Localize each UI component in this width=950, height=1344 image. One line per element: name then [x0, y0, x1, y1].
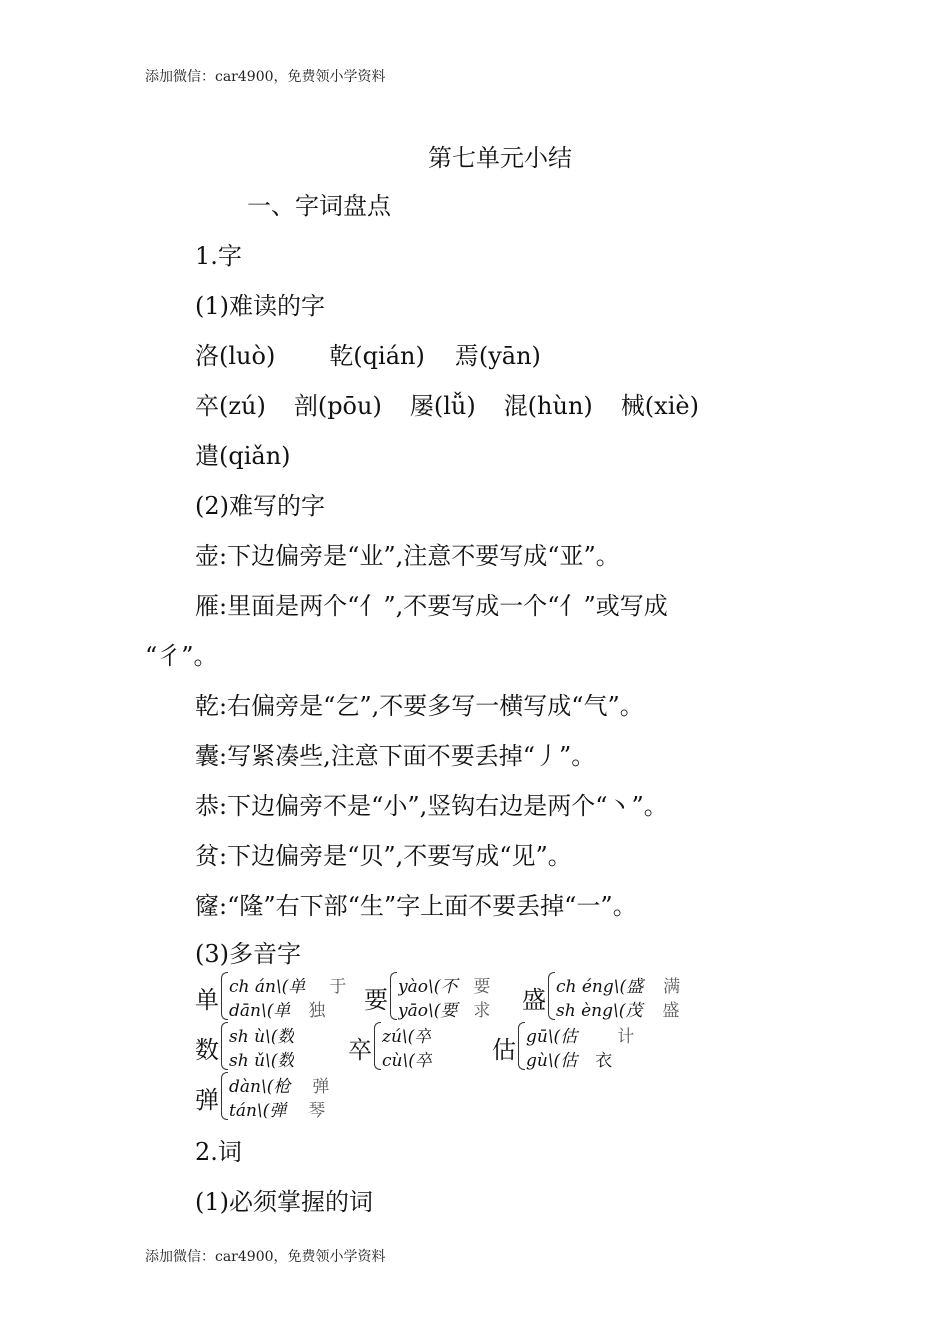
nanxie-nang: 囊:写紧凑些,注意下面不要丢掉“丿”。: [195, 742, 596, 770]
word-item: 洛(luò): [195, 342, 276, 370]
nanxie-pin: 贫:下边偏旁是“贝”,不要写成“见”。: [195, 842, 572, 870]
polyphone-dan: [195, 970, 347, 1022]
word-item: 乾(qián): [329, 342, 425, 370]
polyphone-zu: [348, 1020, 484, 1072]
brace-icon: [390, 972, 397, 1020]
reading-1: gū\(估 计: [526, 1027, 635, 1047]
nanxie-gong: 恭:下边偏旁不是“小”,竖钩右边是两个“丶”。: [195, 792, 668, 820]
page-title: 第七单元小结: [428, 144, 572, 172]
polyphone-char: 弹: [195, 1086, 219, 1114]
brace-icon: [221, 1022, 228, 1070]
bixu-title: (1)必须掌握的词: [195, 1188, 373, 1216]
brace-icon: [374, 1022, 381, 1070]
brace-icon: [548, 972, 555, 1020]
reading-2: dān\(单 独: [229, 1001, 326, 1021]
polyphone-char: 盛: [522, 986, 546, 1014]
subsection-ci: 2.词: [195, 1138, 242, 1166]
nanxie-yan-cont: “彳”。: [145, 642, 218, 670]
section-heading: 一、字词盘点: [247, 192, 391, 220]
polyphone-gu: [492, 1020, 635, 1072]
polyphone-char: 单: [195, 986, 219, 1014]
reading-1: zú\(卒: [382, 1027, 432, 1047]
nandu-title: (1)难读的字: [195, 292, 325, 320]
polyphone-char: 数: [195, 1036, 219, 1064]
reading-1: yào\(不 要: [398, 977, 491, 997]
duoyin-title: (3)多音字: [195, 940, 301, 968]
polyphone-char: 要: [364, 986, 388, 1014]
reading-2: cù\(卒: [382, 1051, 432, 1071]
reading-1: dàn\(枪 弹: [229, 1077, 330, 1097]
brace-icon: [518, 1022, 525, 1070]
word-item: 械(xiè): [620, 392, 699, 420]
reading-2: gù\(估 衣: [526, 1051, 613, 1071]
polyphone-yao: [364, 970, 500, 1022]
nanxie-qian: 乾:右偏旁是“乞”,不要多写一横写成“气”。: [195, 692, 644, 720]
nandu-row-1: [195, 336, 541, 371]
nanxie-long: 窿:“隆”右下部“生”字上面不要丢掉“一”。: [195, 892, 637, 920]
reading-1: ch án\(单 于: [229, 977, 347, 997]
reading-2: yāo\(要 求: [398, 1001, 491, 1021]
nanxie-hu: 壶:下边偏旁是“业”,注意不要写成“亚”。: [195, 542, 620, 570]
reading-1: ch éng\(盛 满: [556, 977, 681, 997]
word-item: 卒(zú): [195, 392, 266, 420]
brace-icon: [221, 972, 228, 1020]
subsection-zi: 1.字: [195, 242, 242, 270]
reading-2: sh ǔ\(数: [229, 1051, 295, 1071]
polyphone-shu: [195, 1020, 335, 1072]
polyphone-char: 估: [492, 1036, 516, 1064]
brace-icon: [221, 1072, 228, 1120]
nandu-row-3: [195, 436, 291, 471]
polyphone-char: 卒: [348, 1036, 372, 1064]
word-item: 剖(pōu): [293, 392, 382, 420]
nandu-row-2: [195, 386, 699, 421]
page-footer: 添加微信：car4900，免费领小学资料: [145, 1249, 386, 1265]
reading-2: sh èng\(茂 盛: [556, 1001, 680, 1021]
polyphone-dan2: [195, 1070, 335, 1122]
reading-2: tán\(弹 琴: [229, 1101, 326, 1121]
word-item: 混(hùn): [503, 392, 593, 420]
word-item: 焉(yān): [454, 342, 541, 370]
nanxie-yan: 雁:里面是两个“亻”,不要写成一个“亻”或写成: [195, 592, 668, 620]
page-header: 添加微信：car4900，免费领小学资料: [145, 69, 386, 85]
nanxie-title: (2)难写的字: [195, 492, 325, 520]
polyphone-sheng: [522, 970, 681, 1022]
reading-1: sh ù\(数: [229, 1027, 295, 1047]
word-item: 屡(lǚ): [409, 392, 476, 420]
word-item: 遣(qiǎn): [195, 442, 291, 470]
